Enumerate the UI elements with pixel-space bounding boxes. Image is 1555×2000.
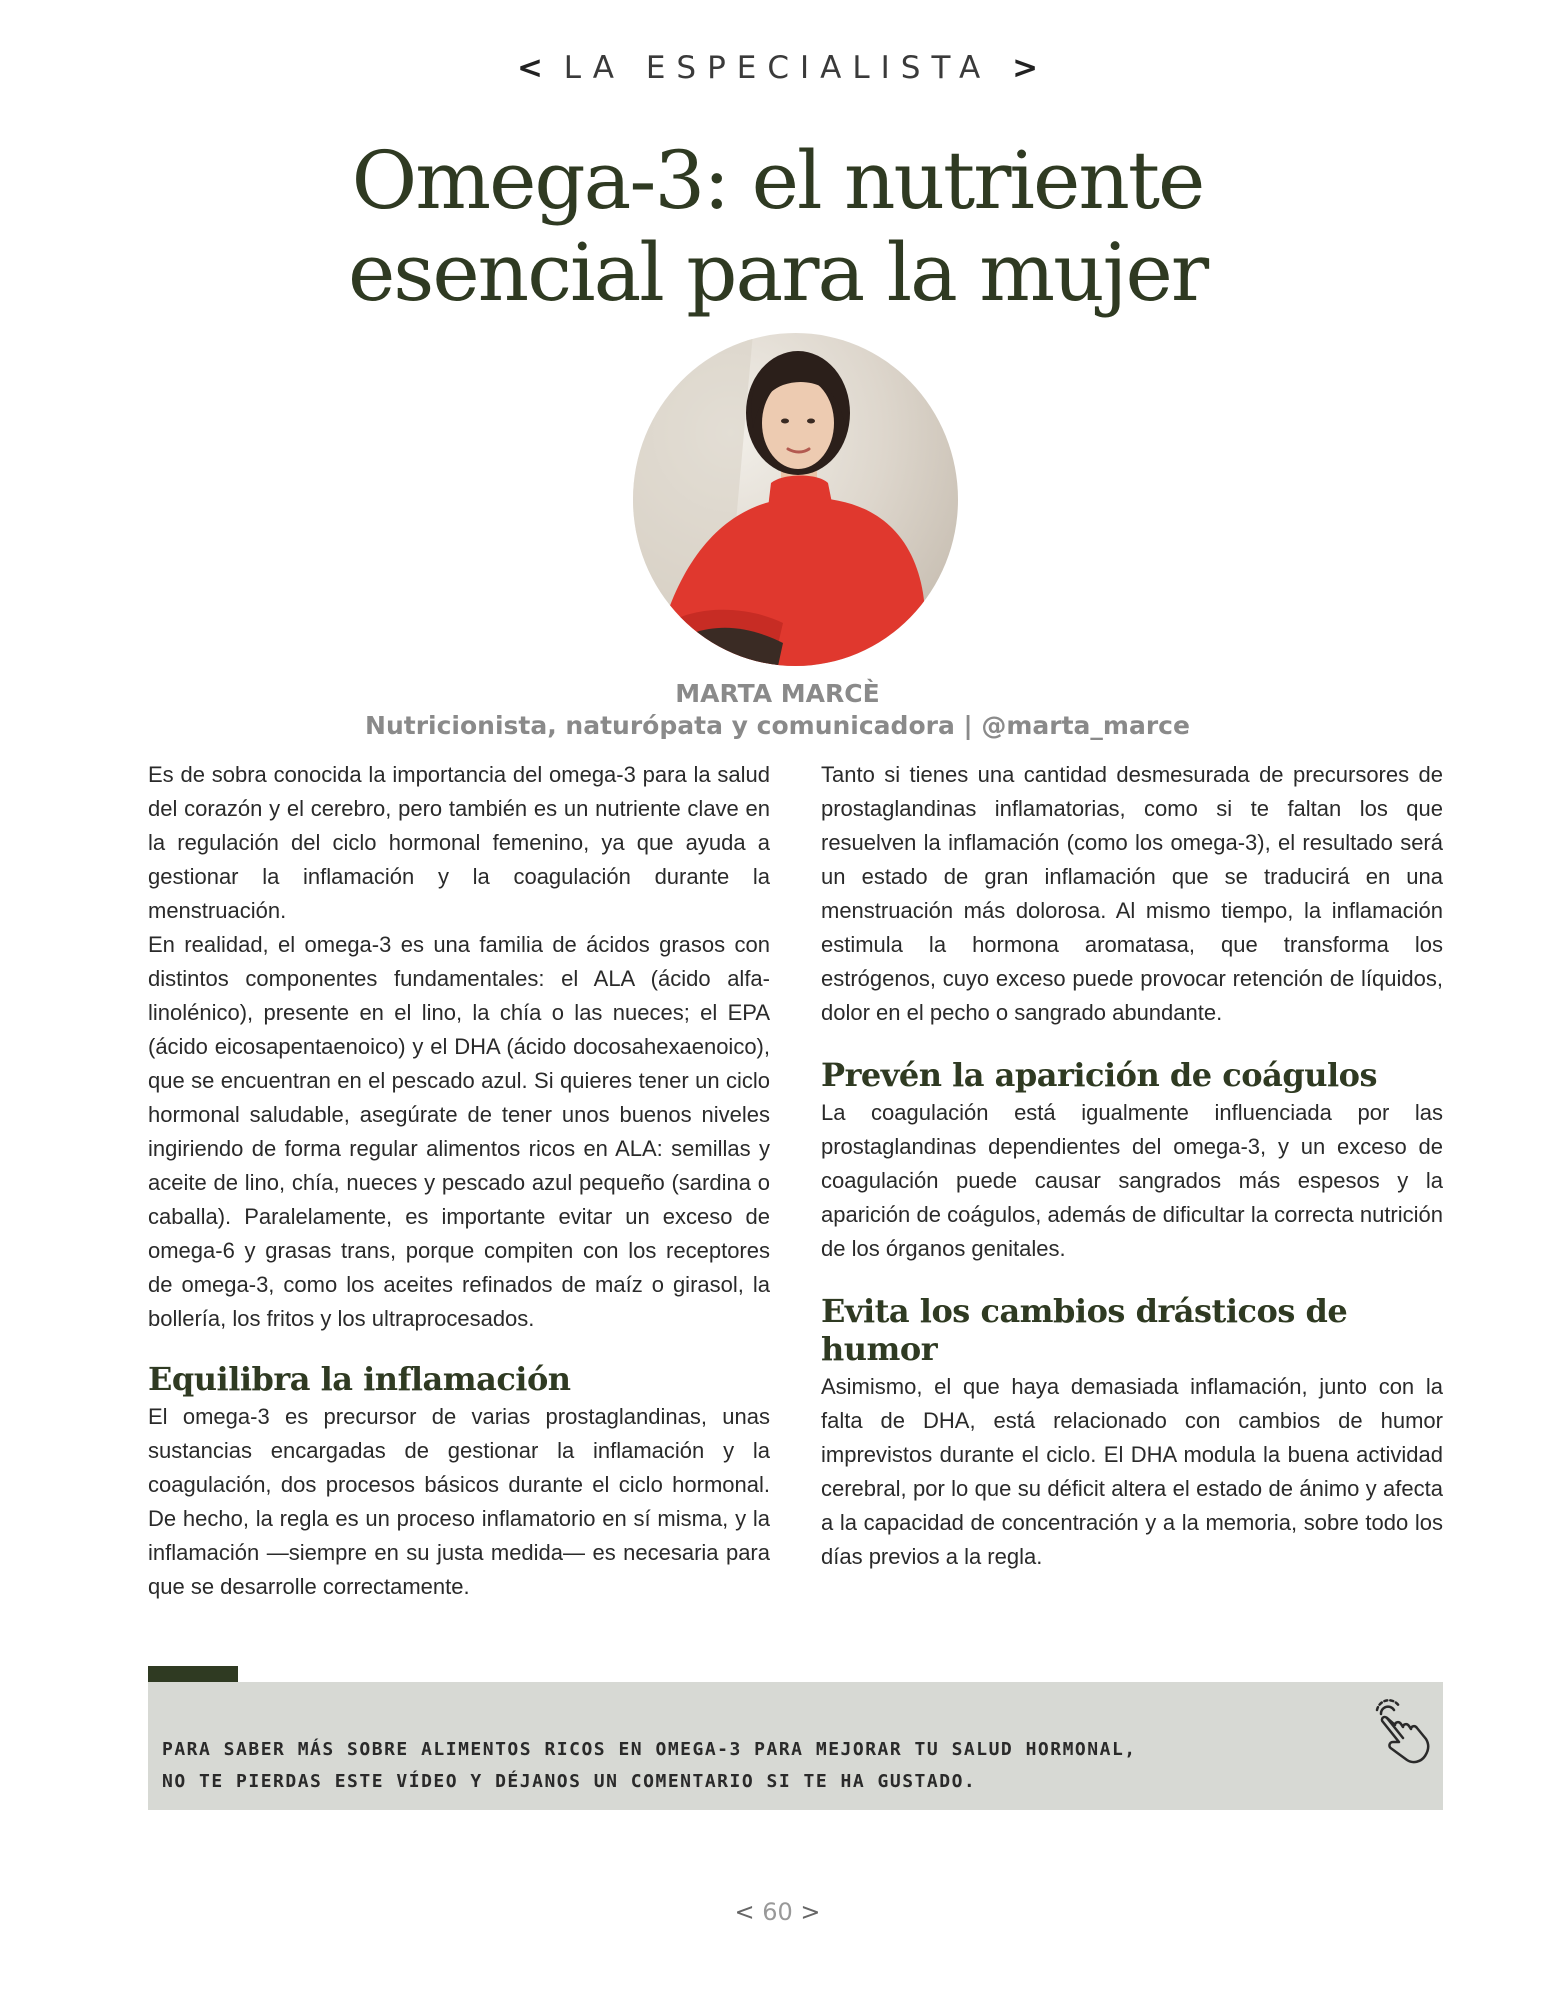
author-name: MARTA MARCÈ [675,679,880,708]
page-number-value: 60 [762,1898,793,1926]
hand-tap-icon[interactable] [1369,1696,1433,1768]
paragraph: El omega-3 es precursor de varias prostaglandinas, unas sustancias encargadas de gestionar la inflamación y la coagulación, dos procesos básicos durante el ciclo hormonal. De hecho, la regla es un proceso inflamatorio en sí misma, y la inflamación —siempre en su justa medida— es necesaria para que se desarrolle correctamente. [148,1404,770,1599]
chevron-right-icon: > [1012,50,1039,86]
article-column-left [148,758,770,1604]
page-number [0,1898,1555,1926]
article-title [0,135,1555,319]
chevron-left-icon: < [734,1898,755,1926]
article-title-line-1: Omega-3: el nutriente [351,134,1204,227]
section-heading: Equilibra la inflamación [148,1360,571,1398]
section-heading: Prevén la aparición de coágulos [821,1056,1378,1094]
chevron-right-icon: > [800,1898,821,1926]
section-heading: Evita los cambios drásticos de humor [821,1292,1348,1368]
paragraph: Es de sobra conocida la importancia del omega-3 para la salud del corazón y el cerebro, pero también es un nutriente clave en la regulación del ciclo hormonal femenino, ya que ayuda a gestionar la inflamación y la coagulación durante la menstruación. [148,762,770,923]
author-portrait [633,333,958,666]
callout-line-1: PARA SABER MÁS SOBRE ALIMENTOS RICOS EN OMEGA-3 PARA MEJORAR TU SALUD HORMONAL, [162,1739,1137,1760]
author-role: Nutricionista, naturópata y comunicadora | @marta_marce [365,711,1190,740]
callout-line-2: NO TE PIERDAS ESTE VÍDEO Y DÉJANOS UN COMENTARIO SI TE HA GUSTADO. [162,1771,977,1792]
paragraph: Tanto si tienes una cantidad desmesurada de precursores de prostaglandinas inflamatorias, como si te faltan los que resuelven la inflamación (como los omega-3), el resultado será un estado de gran inflamación que se traducirá en una menstruación más dolorosa. Al mismo tiempo, la inflamación estimula la hormona aromatasa, que transforma los estrógenos, cuyo exceso puede provocar retención de líquidos, dolor en el pecho o sangrado abundante. [821,762,1443,1025]
callout-text [162,1734,1137,1798]
section-label-text: LA ESPECIALISTA [563,50,992,86]
article-title-line-2: esencial para la mujer [347,226,1208,319]
section-label [0,50,1555,86]
callout-accent-bar [148,1666,238,1682]
paragraph: En realidad, el omega-3 es una familia de ácidos grasos con distintos componentes fundamentales: el ALA (ácido alfa-linolénico), presente en el lino, la chía o las nueces; el EPA (ácido eicosapentaenoico) y el DHA (ácido docosahexaenoico), que se encuentran en el pescado azul. Si quieres tener un ciclo hormonal saludable, asegúrate de tener unos buenos niveles ingiriendo de forma regular alimentos ricos en ALA: semillas y aceite de lino, chía, nueces y pescado azul pequeño (sardina o caballa). Paralelamente, es importante evitar un exceso de omega-6 y grasas trans, porque compiten con los receptores de omega-3, como los aceites refinados de maíz o girasol, la bollería, los fritos y los ultraprocesados. [148,932,770,1331]
video-callout[interactable] [148,1682,1443,1810]
article-column-right [821,758,1443,1574]
paragraph: Asimismo, el que haya demasiada inflamación, junto con la falta de DHA, está relacionado con cambios de humor imprevistos durante el ciclo. El DHA modula la buena actividad cerebral, por lo que su déficit altera el estado de ánimo y afecta a la capacidad de concentración y a la memoria, sobre todo los días previos a la regla. [821,1374,1443,1569]
author-portrait-illustration [633,333,958,666]
paragraph: La coagulación está igualmente influenciada por las prostaglandinas dependientes del omega-3, y un exceso de coagulación puede causar sangrados más espesos y la aparición de coágulos, además de dificultar la correcta nutrición de los órganos genitales. [821,1100,1443,1261]
chevron-left-icon: < [516,50,543,86]
author-info [0,678,1555,742]
